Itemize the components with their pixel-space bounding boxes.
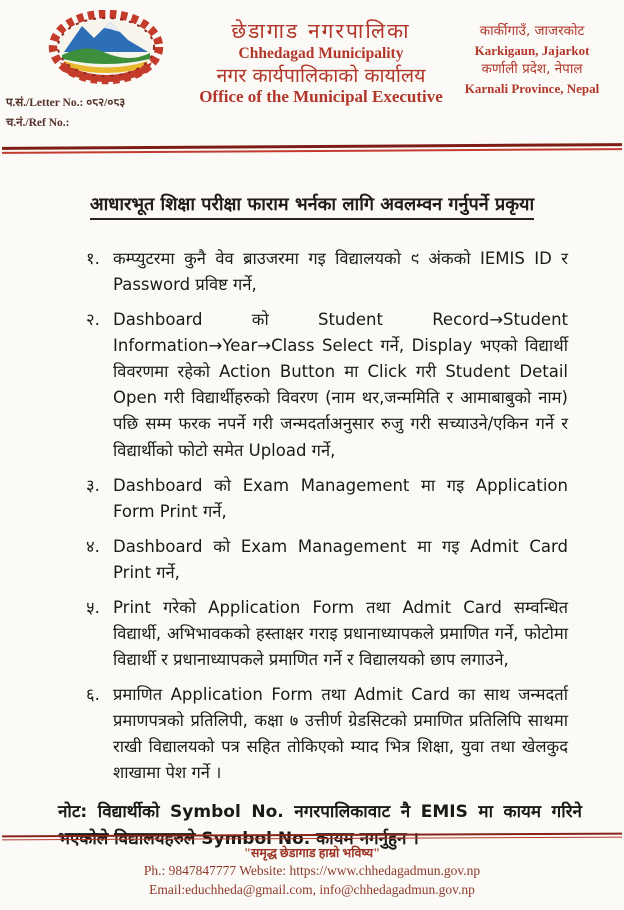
header-divider-rule [2, 143, 622, 154]
office-name-nepali: नगर कार्यपालिकाको कार्यालय [216, 63, 426, 87]
item-text: प्रमाणित Application Form तथा Admit Card का साथ जन्मदर्ता प्रमाणपत्रको प्रतिलिपी, कक्षा ७ उत्तीर्ण ग्रेडसिटको प्रमाणित प्रतिलिपि साथमा राखी विद्यालयको पत्र सहित तोकिएको म्याद भित्र शिक्षा, युवा तथा खेलकुद शाखामा पेश गर्ने । [113, 685, 568, 783]
list-item [86, 682, 568, 786]
letterhead-center [194, 19, 448, 133]
item-number: १. [86, 249, 100, 269]
office-name-english: Office of the Municipal Executive [199, 87, 443, 107]
letter-footer [0, 834, 624, 910]
municipality-logo [48, 10, 164, 92]
item-text: Print गरेको Application Form तथा Admit Card सम्वन्धित विद्यार्थी, अभिभावकको हस्ताक्षर गराइ प्रधानाध्यापकले प्रमाणित गर्ने, फोटोमा विद्यार्थी र प्रधानाध्यापकले प्रमाणित गर्ने र विद्यालयको छाप लगाउने, [113, 597, 568, 669]
list-item [86, 307, 568, 463]
letterhead-left [6, 6, 194, 133]
letter-no-value: ०८२/०८३ [86, 97, 126, 109]
footer-contact-line-2: Email:educhheda@gmail.com, info@chhedagadmun.gov.np [149, 882, 475, 898]
item-text: Dashboard को Student Record→Student Information→Year→Class Select गर्ने, Display भएको विद्यार्थी विवरणमा रहेको Action Button मा Click गरी Student Detail Open गरी विद्यार्थीहरुको विवरण (नाम थर,जन्ममिति र आमाबाबुको नाम) पछि सम्म फरक नपर्ने गरी जन्मदर्ताअनुसार रुजु गरी सच्याउने/एकिन गर्ने र विद्यार्थीको फोटो समेत Upload गर्ने, [113, 310, 568, 460]
list-item [86, 595, 568, 673]
org-name-english: Chhedagad Municipality [238, 44, 404, 62]
address-english-2: Karnali Province, Nepal [464, 80, 600, 96]
letterhead [0, 0, 624, 133]
address-english-1: Karkigaun, Jajarkot [474, 42, 590, 58]
footer-slogan: "समृद्ध छेडागाड हाम्रो भविष्य" [243, 845, 381, 860]
procedure-list [86, 246, 568, 786]
letterhead-address [448, 22, 616, 133]
note-paragraph: नोट: विद्यार्थीको Symbol No. नगरपालिकावाट नै EMIS मा कायम गरिने भएकोले विद्यालयहरुले Symbol No. कायम नगर्नुहुन । [58, 802, 582, 849]
letter-numbers [6, 94, 194, 133]
item-number: २. [86, 310, 100, 330]
letter-no-line [6, 94, 194, 114]
footer-contact-line-1: Ph.: 9847847777 Website: https://www.chhedagadmun.gov.np [143, 862, 481, 878]
title-row [0, 192, 624, 216]
list-item [86, 534, 568, 586]
footer-divider-rule [2, 833, 622, 840]
item-number: ४. [86, 536, 100, 556]
item-number: ५. [86, 597, 100, 617]
document-title: आधारभूत शिक्षा परीक्षा फाराम भर्नका लागि अवलम्वन गर्नुपर्ने प्रकृया [90, 194, 534, 220]
item-number: ६. [86, 685, 100, 705]
nepal-emblem-graphic [48, 10, 164, 88]
list-item [86, 473, 568, 525]
item-text: Dashboard को Exam Management मा गइ Admit Card Print गर्ने, [113, 536, 568, 582]
item-text: Dashboard को Exam Management मा गइ Application Form Print गर्ने, [113, 475, 568, 521]
ref-no-line [6, 114, 194, 134]
item-text: कम्प्युटरमा कुनै वेव ब्राउजरमा गइ विद्यालयको ९ अंकको IEMIS ID र Password प्रविष्ट गर्ने, [113, 249, 568, 295]
list-item [86, 246, 568, 298]
letter-no-label: प.सं./Letter No.: [6, 97, 84, 109]
address-nepali-1: कार्कीगाउँ, जाजरकोट [479, 23, 585, 39]
item-number: ३. [86, 475, 100, 495]
address-nepali-2: कर्णाली प्रदेश, नेपाल [481, 61, 583, 78]
ref-no-label: च.नं./Ref No.: [6, 116, 70, 129]
org-name-nepali: छेडागाड नगरपालिका [231, 19, 411, 43]
